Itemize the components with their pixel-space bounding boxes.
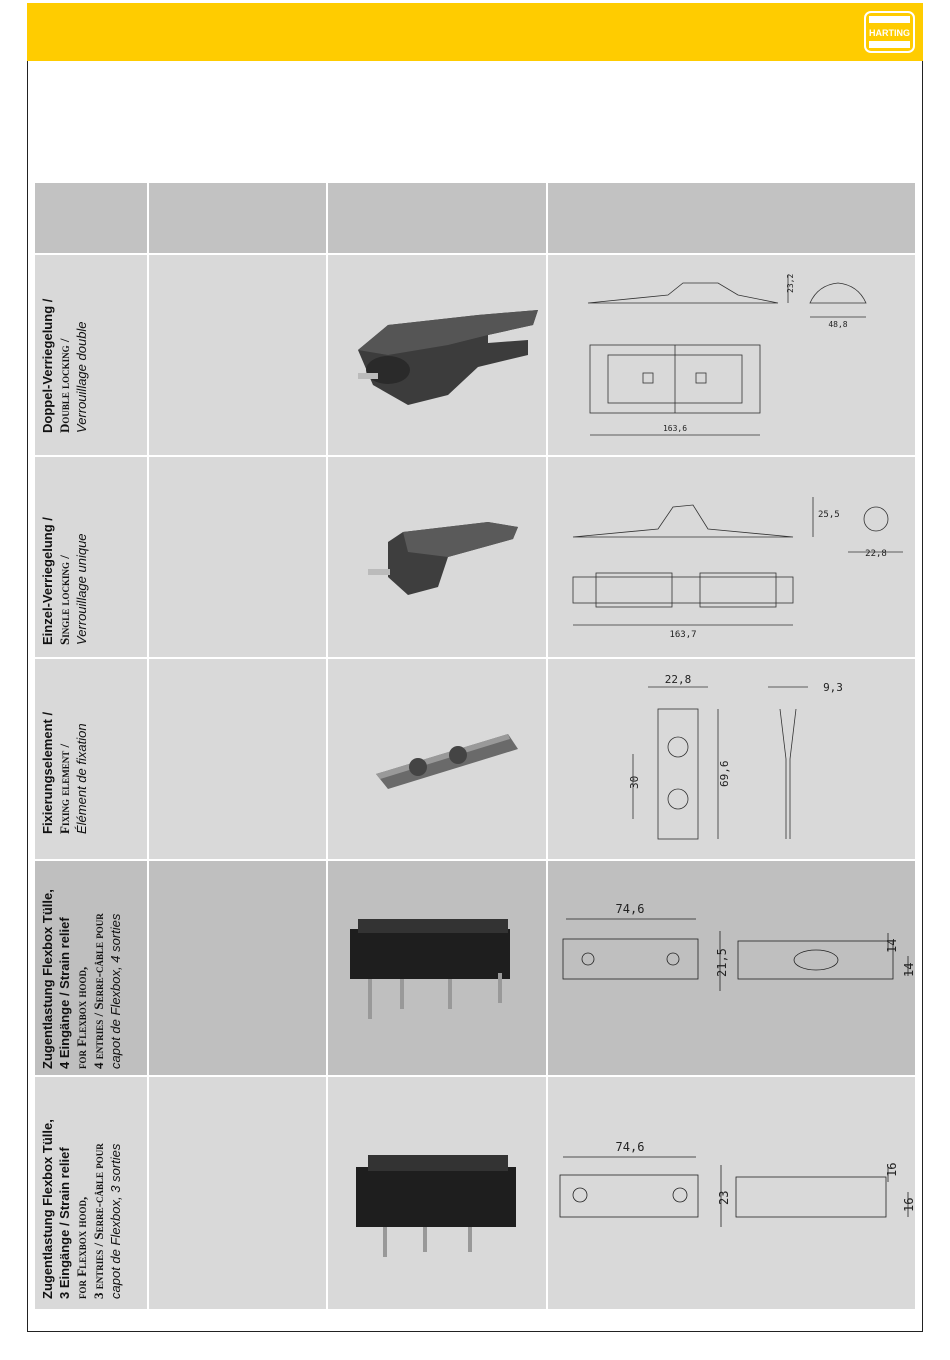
- svg-text:74,6: 74,6: [615, 1140, 645, 1154]
- product-photo: [328, 255, 546, 455]
- svg-text:23,2: 23,2: [786, 273, 795, 293]
- table-row-label: Zugentlastung Flexbox Tülle, 3 Eingänge / Strain relief for Flexbox hood, 3 entries / Serre-câble pour capot de Flexbox, 3 sorties: [35, 1077, 147, 1309]
- product-photo: [328, 659, 546, 859]
- svg-text:HARTING: HARTING: [869, 28, 910, 38]
- dimension-drawing: [548, 457, 915, 657]
- table-cell: [149, 1077, 326, 1309]
- svg-text:22,8: 22,8: [664, 673, 692, 686]
- harting-logo: [863, 10, 916, 54]
- product-photo: [328, 1077, 546, 1309]
- svg-text:9,3: 9,3: [823, 681, 843, 694]
- table-cell: [149, 861, 326, 1075]
- svg-text:163,6: 163,6: [662, 424, 688, 433]
- svg-text:30: 30: [628, 775, 641, 789]
- dimension-drawing: [548, 659, 915, 859]
- header-cell: [548, 183, 915, 253]
- svg-text:48,8: 48,8: [828, 320, 848, 329]
- dimension-drawing: [548, 255, 915, 455]
- dimension-drawing: [548, 1077, 915, 1309]
- table-cell: [149, 255, 326, 455]
- table-row-label: Einzel-Verriegelung / Single locking / Verrouillage unique: [35, 457, 147, 657]
- svg-text:25,5: 25,5: [818, 510, 840, 520]
- header-cell: [149, 183, 326, 253]
- header-cell: [35, 183, 147, 253]
- svg-text:69,6: 69,6: [718, 760, 731, 787]
- table-row-label: Fixierungselement / Fixing element / Élément de fixation: [35, 659, 147, 859]
- table-row-label: Zugentlastung Flexbox Tülle, 4 Eingänge / Strain relief for Flexbox hood, 4 entries / Serre-câble pour capot de Flexbox, 4 sorties: [35, 861, 147, 1075]
- product-photo: [328, 861, 546, 1075]
- header-cell: [328, 183, 546, 253]
- svg-text:14: 14: [885, 938, 899, 953]
- svg-text:163,7: 163,7: [669, 630, 697, 640]
- table-cell: [149, 659, 326, 859]
- header-bar: [27, 3, 923, 61]
- svg-text:21,5: 21,5: [715, 948, 729, 977]
- table-row-label: Doppel-Verriegelung / Double locking / Verrouillage double: [35, 255, 147, 455]
- svg-text:16: 16: [885, 1162, 899, 1177]
- svg-text:22,8: 22,8: [865, 549, 887, 559]
- svg-text:14: 14: [902, 962, 915, 977]
- svg-text:23: 23: [717, 1190, 731, 1205]
- svg-text:74,6: 74,6: [615, 902, 645, 916]
- dimension-drawing: [548, 861, 915, 1075]
- table-cell: [149, 457, 326, 657]
- svg-text:16: 16: [902, 1197, 915, 1212]
- product-photo: [328, 457, 546, 657]
